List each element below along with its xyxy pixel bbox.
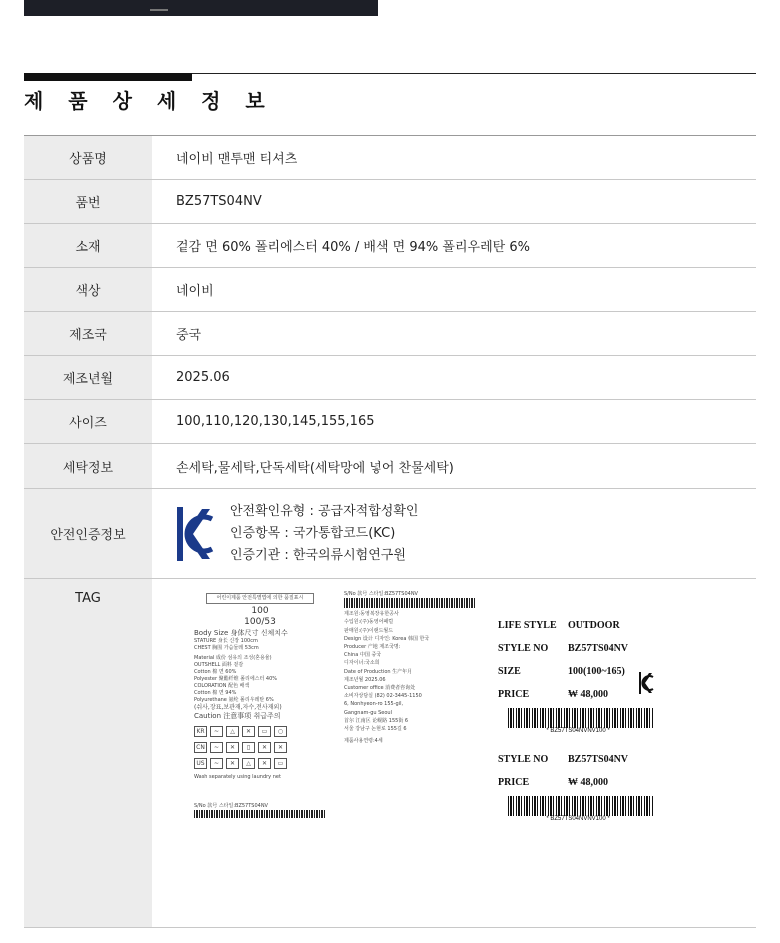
hang-tag-image (498, 614, 658, 826)
hang-key: PRICE (498, 777, 530, 788)
care-coloration: COLORATION 配色 배색 (194, 683, 250, 689)
care-symbols-kr: KR ~ △ ✕ ▭ ○ (194, 726, 326, 737)
row-product-code (24, 180, 756, 224)
mid-barcode (344, 598, 476, 608)
care-caution: Caution 注意事项 취급주의 (194, 712, 281, 720)
row-value: 겉감 면 60% 폴리에스터 40% / 배색 면 94% 폴리우레탄 6% (152, 224, 756, 268)
row-size (24, 400, 756, 444)
row-label: 제조년월 (24, 356, 152, 400)
cert-type: 안전확인유형 : 공급자적합성확인 (230, 503, 419, 519)
kc-mark-icon (176, 505, 214, 563)
mid-line: Gangnam-gu Seoul (344, 709, 392, 716)
mid-line: Customer office 消费者咨询处 (344, 685, 416, 692)
row-certification (24, 489, 756, 579)
title-accent-bar (24, 73, 192, 81)
care-barcode (194, 810, 326, 818)
care-wash-text: Wash separately using laundry net (194, 774, 281, 780)
care-misc: (쉬사,장표,보관재,자수,전사재외) (194, 704, 282, 711)
hang-key: SIZE (498, 666, 521, 677)
mid-line: China 中国 중국 (344, 652, 382, 659)
hang-key: PRICE (498, 689, 530, 700)
mid-line: 제조원:동영복장유한공사 (344, 611, 399, 618)
cert-agency: 인증기관 : 한국의류시험연구원 (230, 547, 406, 563)
row-washing (24, 444, 756, 489)
hang-value: ₩ 48,000 (568, 689, 608, 700)
care-symbols-us: US ~ ✕ △ ✕ ▭ (194, 758, 326, 769)
mid-sn: S/No 款号 스타일:BZ57TS04NV (344, 591, 418, 597)
row-value: 손세탁,물세탁,단독세탁(세탁망에 넣어 찬물세탁) (152, 444, 756, 489)
mid-line: 판매원:(주)이랜드월드 (344, 627, 394, 634)
hang-value: 100(100~165) (568, 666, 625, 677)
row-manufacture-date (24, 356, 756, 400)
tag-label: TAG (75, 591, 101, 606)
mid-line: 디자이너:국소희 (344, 660, 380, 667)
mid-line: 제품사용연령:4세 (344, 738, 383, 745)
cert-item: 인증항목 : 국가통합코드(KC) (230, 525, 396, 541)
row-label (24, 579, 152, 928)
mid-line: Design 设计 디자인: Korea 韩国 한국 (344, 635, 430, 642)
row-label: 색상 (24, 268, 152, 312)
hang-key: STYLE NO (498, 754, 549, 765)
care-cotton1: Cotton 棉 면 60% (194, 669, 237, 675)
row-label: 제조국 (24, 312, 152, 356)
row-color (24, 268, 756, 312)
row-label: 안전인증정보 (24, 489, 152, 579)
row-label: 품번 (24, 180, 152, 224)
hang-barcode-number-2: * BZ57TS04NVNV100 * (546, 816, 610, 822)
row-value: 중국 (152, 312, 756, 356)
hang-value: ₩ 48,000 (568, 777, 608, 788)
section-title: 제 품 상 세 정 보 (24, 89, 274, 113)
mid-line: Producer 产地 제조국명: (344, 644, 401, 651)
care-material: Material 成份 섬유의 조성(혼용율) (194, 655, 272, 661)
hang-key: STYLE NO (498, 643, 549, 654)
care-label-image (194, 593, 326, 919)
row-value: 네이비 맨투맨 티셔츠 (152, 136, 756, 180)
hang-barcode-2 (508, 796, 654, 816)
mid-line: 서울 강남구 논현로 155길 6 (344, 726, 407, 733)
row-label: 소재 (24, 224, 152, 268)
care-outshell: OUTSHELL 面料 겉감 (194, 662, 244, 668)
care-bottom-sn: S/No 款号 스타일:BZ57TS04NV (194, 803, 268, 809)
row-product-name (24, 136, 756, 180)
row-value (152, 489, 756, 579)
hang-barcode (508, 708, 654, 728)
care-size-detail: 100/53 (244, 617, 276, 627)
mid-line: 수입원:(주)동영어패럴 (344, 619, 394, 626)
row-value: 네이비 (152, 268, 756, 312)
row-value: BZ57TS04NV (152, 180, 756, 224)
mid-line: 6, Nonhyeon-ro 155-gil, (344, 701, 404, 708)
care-symbols-cn: CN ~ ✕ ▯ ✕ ✕ (194, 742, 326, 753)
row-value: 2025.06 (152, 356, 756, 400)
hang-value: OUTDOOR (568, 620, 620, 631)
mid-line: 소비자상담실 (82) 02-3445-1150 (344, 693, 422, 700)
hang-value: BZ57TS04NV (568, 754, 629, 765)
mid-line: 제조년월 2025.06 (344, 676, 386, 683)
hang-barcode-number: * BZ57TS04NVNV100 * (546, 728, 610, 734)
care-chest: CHEST 胸围 가슴둘레 53cm (194, 645, 259, 651)
product-image-bottom-edge (24, 0, 378, 16)
row-label: 세탁정보 (24, 444, 152, 489)
care-polyurethane: Polyurethane 氨纶 폴리우레탄 6% (194, 697, 274, 703)
hang-key: LIFE STYLE (498, 620, 557, 631)
row-material (24, 224, 756, 268)
row-value: 100,110,120,130,145,155,165 (152, 400, 756, 444)
origin-label-image (344, 590, 476, 770)
kc-mark-small-icon (638, 671, 654, 695)
mid-line: 首尔 江南区 论岘路 155街 6 (344, 717, 409, 724)
row-label: 상품명 (24, 136, 152, 180)
care-stature: STATURE 身长 신장 100cm (194, 638, 258, 644)
row-country (24, 312, 756, 356)
care-polyester: Polyester 聚酯纤维 폴리에스터 40% (194, 676, 278, 682)
mid-line: Date of Production 生产年月 (344, 668, 413, 675)
care-size: 100 (251, 606, 269, 616)
care-label-header: 어린이제품 안전특별법에 의한 품질표시 (206, 593, 314, 604)
row-label: 사이즈 (24, 400, 152, 444)
care-body-size: Body Size 身体尺寸 신체치수 (194, 629, 288, 637)
care-cotton2: Cotton 棉 면 94% (194, 690, 237, 696)
hang-value: BZ57TS04NV (568, 643, 629, 654)
